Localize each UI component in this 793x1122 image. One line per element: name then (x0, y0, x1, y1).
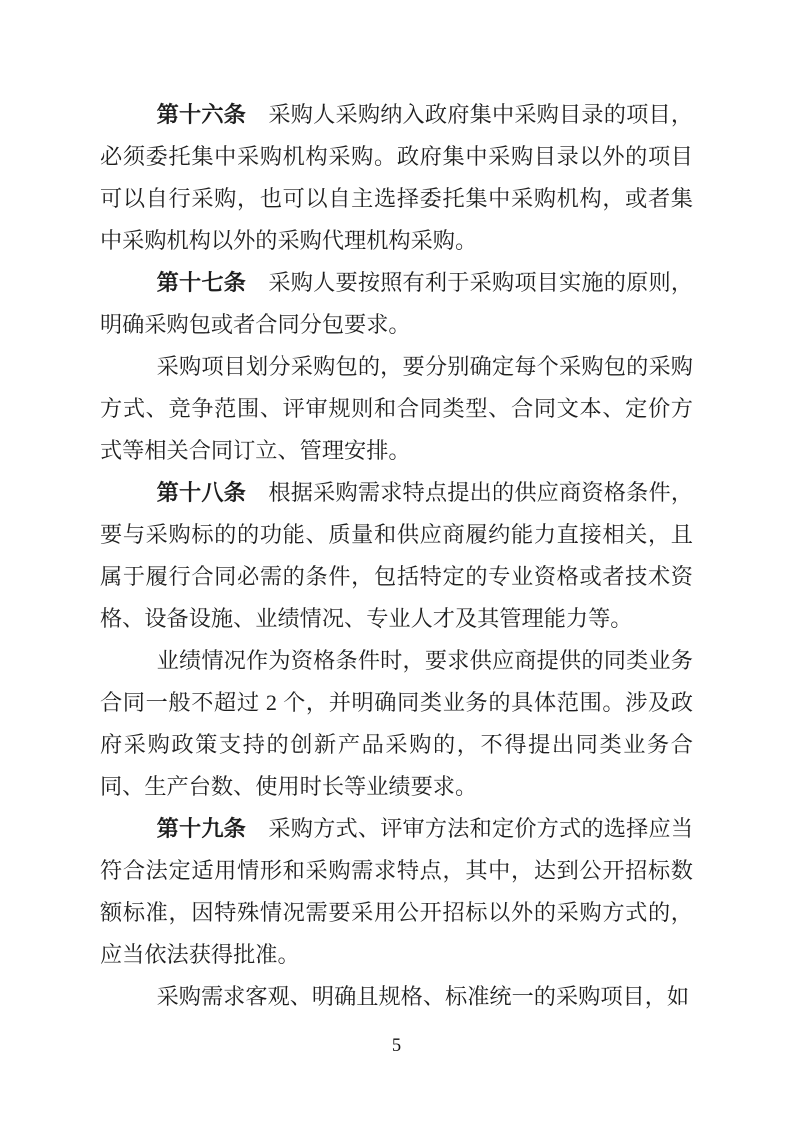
paragraph-text: 采购人采购纳入政府集中采购目录的项目，必须委托集中采购机构采购。政府集中采购目录以外的项目可以自行采购，也可以自主选择委托集中采购机构，或者集中采购机构以外的采购代理机构采购。 (100, 102, 694, 253)
paragraph (100, 262, 693, 346)
page-number: 5 (391, 1036, 402, 1056)
paragraph (100, 976, 693, 1018)
article-number: 第十七条 (156, 270, 247, 295)
paragraph (100, 808, 693, 976)
paragraph-text: 采购人要按照有利于采购项目实施的原则，明确采购包或者合同分包要求。 (100, 270, 694, 337)
paragraph (100, 94, 693, 262)
document-body (100, 94, 693, 1018)
paragraph (100, 346, 693, 472)
article-number: 第十九条 (156, 816, 247, 841)
article-number: 第十八条 (156, 480, 247, 505)
paragraph (100, 640, 693, 808)
paragraph-text: 根据采购需求特点提出的供应商资格条件，要与采购标的的功能、质量和供应商履约能力直接相关，且属于履行合同必需的条件，包括特定的专业资格或者技术资格、设备设施、业绩情况、专业人才及其管理能力等。 (100, 480, 694, 631)
paragraph-text: 采购项目划分采购包的，要分别确定每个采购包的采购方式、竞争范围、评审规则和合同类型、合同文本、定价方式等相关合同订立、管理安排。 (100, 354, 693, 463)
paragraph-text: 采购需求客观、明确且规格、标准统一的采购项目，如 (156, 984, 690, 1009)
article-number: 第十六条 (156, 102, 247, 127)
paragraph (100, 472, 693, 640)
paragraph-text: 业绩情况作为资格条件时，要求供应商提供的同类业务合同一般不超过 2 个，并明确同类业务的具体范围。涉及政府采购政策支持的创新产品采购的，不得提出同类业务合同、生产台数、使用时长等业绩要求。 (100, 648, 693, 799)
paragraph-text: 采购方式、评审方法和定价方式的选择应当符合法定适用情形和采购需求特点，其中，达到公开招标数额标准，因特殊情况需要采用公开招标以外的采购方式的，应当依法获得批准。 (100, 816, 694, 967)
